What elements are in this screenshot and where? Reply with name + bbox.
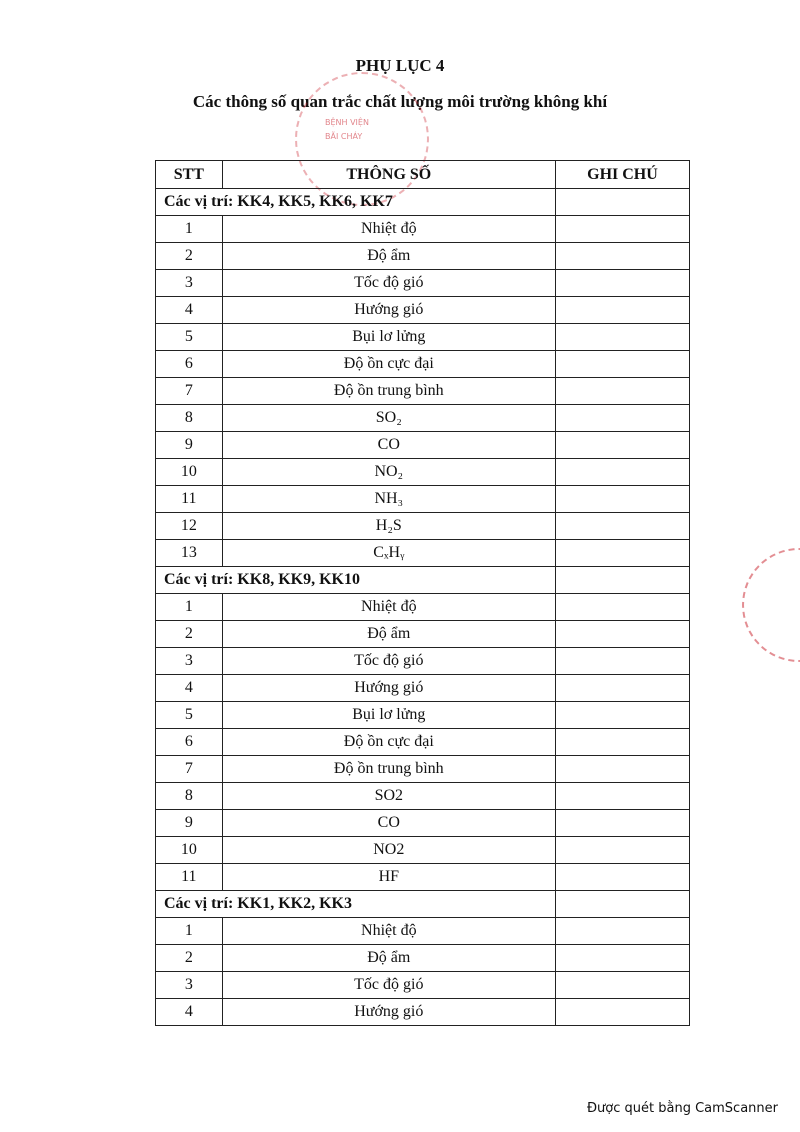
stamp-text-line2: BÃI CHÁY (325, 132, 363, 141)
edge-stamp (742, 548, 800, 662)
table-body (156, 189, 690, 1026)
table-row (156, 702, 690, 729)
header-note: GHI CHÚ (555, 161, 689, 189)
row-note (555, 675, 689, 702)
row-note (555, 783, 689, 810)
table-row (156, 297, 690, 324)
row-param: H₂S (222, 513, 555, 540)
row-stt: 1 (156, 594, 223, 621)
table-row (156, 324, 690, 351)
row-note (555, 621, 689, 648)
table-row (156, 378, 690, 405)
row-note (555, 648, 689, 675)
row-stt: 1 (156, 918, 223, 945)
row-stt: 10 (156, 837, 223, 864)
row-stt: 3 (156, 270, 223, 297)
row-stt: 7 (156, 756, 223, 783)
row-stt: 13 (156, 540, 223, 567)
row-param: SO₂ (222, 405, 555, 432)
row-param: NH₃ (222, 486, 555, 513)
row-param: Tốc độ gió (222, 648, 555, 675)
table-row (156, 405, 690, 432)
row-param: Hướng gió (222, 999, 555, 1026)
header-stt: STT (156, 161, 223, 189)
table-row (156, 351, 690, 378)
row-stt: 2 (156, 945, 223, 972)
row-note (555, 837, 689, 864)
row-note (555, 378, 689, 405)
row-note (555, 972, 689, 999)
row-note (555, 864, 689, 891)
row-note (555, 810, 689, 837)
row-note (555, 216, 689, 243)
row-param: CₓHᵧ (222, 540, 555, 567)
table-row (156, 918, 690, 945)
row-stt: 6 (156, 351, 223, 378)
table-row (156, 432, 690, 459)
table-row (156, 621, 690, 648)
table-row (156, 513, 690, 540)
row-note (555, 243, 689, 270)
row-stt: 8 (156, 783, 223, 810)
row-note (555, 432, 689, 459)
page-subtitle: Các thông số quan trắc chất lượng môi trường không khí (192, 92, 608, 111)
table-row (156, 594, 690, 621)
table-row (156, 756, 690, 783)
row-param: Nhiệt độ (222, 594, 555, 621)
table-row (156, 999, 690, 1026)
row-note (555, 486, 689, 513)
group-row (156, 189, 690, 216)
row-note (555, 945, 689, 972)
row-param: Nhiệt độ (222, 216, 555, 243)
table-row (156, 729, 690, 756)
row-param: Bụi lơ lửng (222, 702, 555, 729)
row-stt: 10 (156, 459, 223, 486)
row-param: CO (222, 810, 555, 837)
row-note (555, 540, 689, 567)
table-row (156, 972, 690, 999)
row-note (555, 756, 689, 783)
page-title: PHỤ LỤC 4 (355, 56, 445, 75)
table-row (156, 243, 690, 270)
group-label: Các vị trí: KK4, KK5, KK6, KK7 (156, 189, 556, 216)
group-row (156, 567, 690, 594)
row-stt: 9 (156, 432, 223, 459)
table-row (156, 648, 690, 675)
row-note (555, 918, 689, 945)
row-note (555, 405, 689, 432)
group-label: Các vị trí: KK8, KK9, KK10 (156, 567, 556, 594)
table-row (156, 864, 690, 891)
parameters-table (155, 160, 690, 1026)
group-note-cell (555, 189, 689, 216)
row-param: Độ ồn cực đại (222, 351, 555, 378)
table-row (156, 459, 690, 486)
row-stt: 2 (156, 621, 223, 648)
row-stt: 9 (156, 810, 223, 837)
group-row (156, 891, 690, 918)
row-param: NO2 (222, 837, 555, 864)
table-row (156, 270, 690, 297)
row-note (555, 999, 689, 1026)
stamp-text-line1: BỆNH VIỆN (325, 118, 369, 127)
row-param: Độ ẩm (222, 621, 555, 648)
row-note (555, 702, 689, 729)
row-stt: 11 (156, 486, 223, 513)
row-stt: 5 (156, 702, 223, 729)
row-stt: 1 (156, 216, 223, 243)
row-param: Hướng gió (222, 675, 555, 702)
row-note (555, 351, 689, 378)
row-stt: 12 (156, 513, 223, 540)
table-row (156, 540, 690, 567)
row-param: CO (222, 432, 555, 459)
row-param: Độ ồn trung bình (222, 378, 555, 405)
table-row (156, 945, 690, 972)
row-param: Tốc độ gió (222, 972, 555, 999)
row-note (555, 594, 689, 621)
row-stt: 8 (156, 405, 223, 432)
table-row (156, 837, 690, 864)
row-stt: 11 (156, 864, 223, 891)
row-note (555, 324, 689, 351)
scanner-watermark: Được quét bằng CamScanner (586, 1101, 778, 1116)
row-stt: 3 (156, 648, 223, 675)
row-stt: 6 (156, 729, 223, 756)
row-stt: 4 (156, 675, 223, 702)
table-row (156, 675, 690, 702)
row-note (555, 459, 689, 486)
row-param: Độ ẩm (222, 243, 555, 270)
row-param: Tốc độ gió (222, 270, 555, 297)
row-stt: 2 (156, 243, 223, 270)
row-stt: 4 (156, 999, 223, 1026)
group-label: Các vị trí: KK1, KK2, KK3 (156, 891, 556, 918)
row-param: SO2 (222, 783, 555, 810)
row-stt: 7 (156, 378, 223, 405)
row-param: HF (222, 864, 555, 891)
row-stt: 3 (156, 972, 223, 999)
row-param: Độ ồn trung bình (222, 756, 555, 783)
table-row (156, 216, 690, 243)
table-header-row (156, 161, 690, 189)
row-note (555, 729, 689, 756)
row-note (555, 297, 689, 324)
group-note-cell (555, 891, 689, 918)
row-note (555, 270, 689, 297)
table-row (156, 783, 690, 810)
row-stt: 4 (156, 297, 223, 324)
row-param: Nhiệt độ (222, 918, 555, 945)
row-param: Độ ồn cực đại (222, 729, 555, 756)
row-param: Hướng gió (222, 297, 555, 324)
row-param: Độ ẩm (222, 945, 555, 972)
row-param: Bụi lơ lửng (222, 324, 555, 351)
table-row (156, 810, 690, 837)
table-row (156, 486, 690, 513)
row-stt: 5 (156, 324, 223, 351)
header-param: THÔNG SỐ (222, 161, 555, 189)
group-note-cell (555, 567, 689, 594)
row-note (555, 513, 689, 540)
row-param: NO₂ (222, 459, 555, 486)
